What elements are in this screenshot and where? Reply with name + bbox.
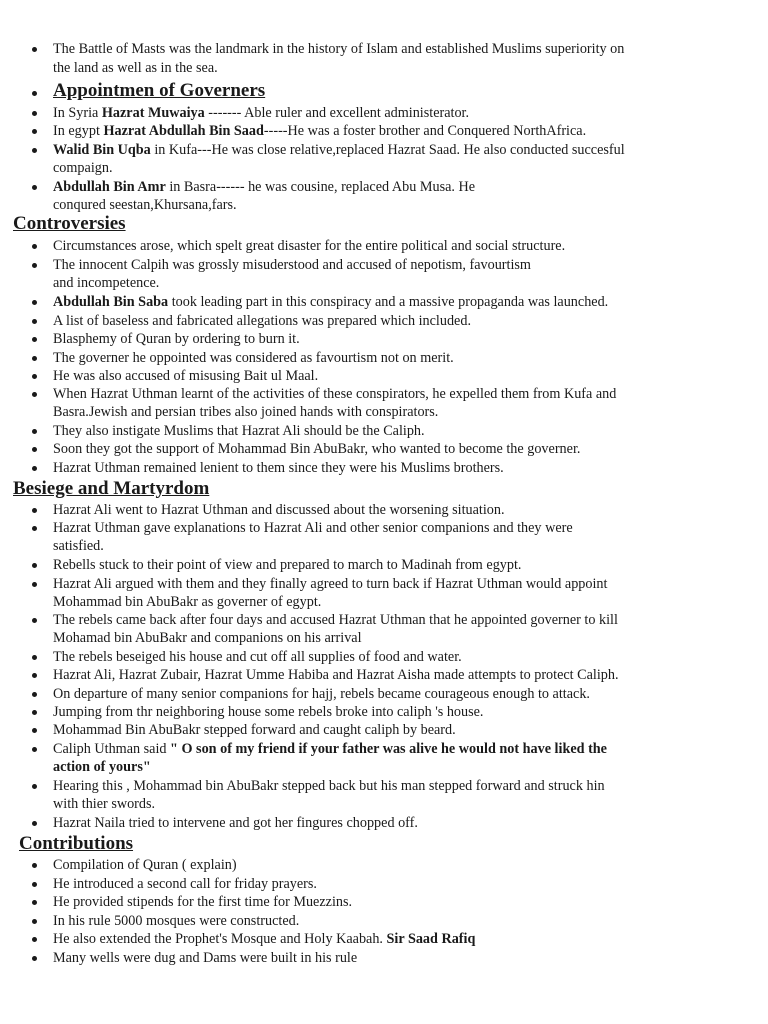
bullet-icon [32,91,37,96]
bullet-icon [32,747,37,752]
item-text: Hazrat Ali went to Hazrat Uthman and discussed about the worsening situation. [53,502,505,518]
bullet-icon [32,337,37,342]
item-text: The rebels beseiged his house and cut off all supplies of food and water. [53,649,462,665]
item-text: Hazrat Ali, Hazrat Zubair, Hazrat Umme Habiba and Hazrat Aisha made attempts to protect Caliph. [53,667,619,683]
bullet-icon [32,863,37,868]
item-text: Mohammad Bin AbuBakr stepped forward and caught caliph by beard. [53,722,456,738]
item-text-cont: Mohammad bin AbuBakr as governer of egypt. [53,594,322,610]
item-text-cont: conqured seestan,Khursana,fars. [53,197,237,213]
item-text: Soon they got the support of Mohammad Bin AbuBakr, who wanted to become the governer. [53,441,581,457]
bullet-icon [32,692,37,697]
item-text: He was also accused of misusing Bait ul Maal. [53,368,319,384]
item-text-cont: Basra.Jewish and persian tribes also joined hands with conspirators. [53,404,439,420]
bullet-icon [32,466,37,471]
item-text: Abdullah Bin Saba took leading part in this conspiracy and a massive propaganda was launched. [53,294,609,310]
item-text-cont: Mohamad bin AbuBakr and companions on his arrival [53,630,362,646]
item-text: The rebels came back after four days and accused Hazrat Uthman that he appointed governer to kill [53,612,618,628]
bullet-icon [32,263,37,268]
bullet-icon [32,129,37,134]
bullet-icon [32,673,37,678]
bullet-icon [32,784,37,789]
item-text: When Hazrat Uthman learnt of the activities of these conspirators, he expelled them from Kufa and [53,386,617,402]
section-heading-controversies: Controversies [13,213,126,234]
item-text: In Syria Hazrat Muwaiya ------- Able ruler and excellent administerator. [53,105,470,121]
bullet-icon [32,185,37,190]
item-text: Walid Bin Uqba in Kufa---He was close relative,replaced Hazrat Saad. He also conducted succesful [53,142,625,158]
bullet-icon [32,618,37,623]
bullet-icon [32,429,37,434]
item-text-cont: the land as well as in the sea. [53,60,218,76]
item-text: Hazrat Uthman remained lenient to them since they were his Muslims brothers. [53,460,504,476]
item-text-cont: and incompetence. [53,275,160,291]
item-text: He introduced a second call for friday prayers. [53,876,317,892]
item-text: Jumping from thr neighboring house some rebels broke into caliph 's house. [53,704,484,720]
bullet-icon [32,356,37,361]
item-text-cont: satisfied. [53,538,104,554]
bullet-icon [32,526,37,531]
item-text-cont: compaign. [53,160,113,176]
item-text: Hearing this , Mohammad bin AbuBakr stepped back but his man stepped forward and struck hin [53,778,605,794]
bullet-icon [32,508,37,513]
bullet-icon [32,882,37,887]
bullet-icon [32,655,37,660]
item-text: They also instigate Muslims that Hazrat Ali should be the Caliph. [53,423,425,439]
bullet-icon [32,937,37,942]
item-text: Rebells stuck to their point of view and prepared to march to Madinah from egypt. [53,557,522,573]
item-text: He also extended the Prophet's Mosque and Holy Kaabah. Sir Saad Rafiq [53,931,476,947]
bullet-icon [32,374,37,379]
item-text: He provided stipends for the first time for Muezzins. [53,894,353,910]
item-text: On departure of many senior companions for hajj, rebels became courageous enough to attack. [53,686,590,702]
item-text: Compilation of Quran ( explain) [53,857,237,873]
bullet-icon [32,111,37,116]
item-text-cont: action of yours" [53,759,151,775]
item-text: Caliph Uthman said " O son of my friend if your father was alive he would not have liked the [53,741,607,757]
item-text: Blasphemy of Quran by ordering to burn it. [53,331,300,347]
bullet-icon [32,47,37,52]
bullet-icon [32,821,37,826]
item-text: The innocent Calpih was grossly misuderstood and accused of nepotism, favourtism [53,257,531,273]
bullet-icon [32,956,37,961]
bullet-icon [32,148,37,153]
item-text: In his rule 5000 mosques were constructed. [53,913,300,929]
bullet-icon [32,563,37,568]
bullet-icon [32,319,37,324]
section-heading-contributions: Contributions [19,833,134,854]
bullet-icon [32,300,37,305]
item-text: Many wells were dug and Dams were built in his rule [53,950,358,966]
item-text: In egypt Hazrat Abdullah Bin Saad-----He was a foster brother and Conquered NorthAfrica. [53,123,587,139]
item-text: Circumstances arose, which spelt great disaster for the entire political and social structure. [53,238,566,254]
bullet-icon [32,919,37,924]
item-text: The Battle of Masts was the landmark in the history of Islam and established Muslims superiority on [53,41,625,57]
bullet-icon [32,392,37,397]
item-text: Hazrat Ali argued with them and they finally agreed to turn back if Hazrat Uthman would appoint [53,576,608,592]
item-text: A list of baseless and fabricated allegations was prepared which included. [53,313,471,329]
section-heading-appointment: Appointmen of Governers [53,80,266,101]
bullet-icon [32,710,37,715]
bullet-icon [32,447,37,452]
bullet-icon [32,728,37,733]
item-text: Hazrat Uthman gave explanations to Hazrat Ali and other senior companions and they were [53,520,573,536]
bullet-icon [32,244,37,249]
item-text-cont: with thier swords. [53,796,156,812]
item-text: The governer he oppointed was considered as favourtism not on merit. [53,350,454,366]
item-text: Abdullah Bin Amr in Basra------ he was cousine, replaced Abu Musa. He [53,179,476,195]
bullet-icon [32,900,37,905]
bullet-icon [32,582,37,587]
section-heading-besiege: Besiege and Martyrdom [13,478,210,499]
item-text: Hazrat Naila tried to intervene and got her fingures chopped off. [53,815,418,831]
